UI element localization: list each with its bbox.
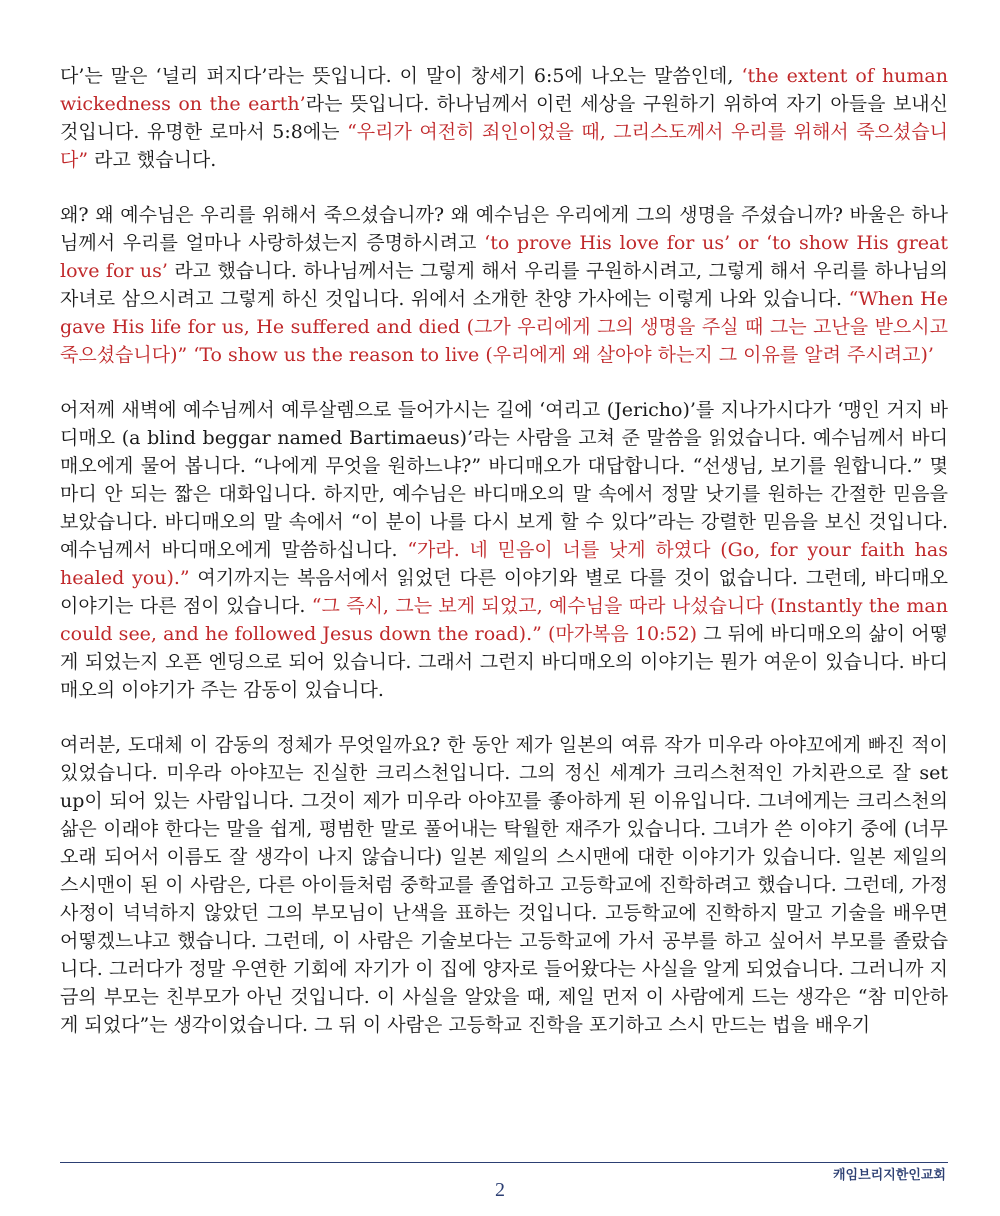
red-quote-segment: ‘the extent of human wickedness on the earth’ xyxy=(60,65,948,115)
footer-church-name: 캐임브리지한인교회 xyxy=(832,1168,946,1183)
paragraph-2 xyxy=(60,201,948,369)
page-number: 2 xyxy=(495,1179,505,1201)
red-quote-segment: “우리가 여전히 죄인이었을 때, 그리스도께서 우리를 위해서 죽으셨습니다” xyxy=(60,121,948,171)
text-segment: 그 뒤에 바디매오의 삶이 어떻게 되었는지 오픈 엔딩으로 되어 있습니다. 그래서 그런지 바디매오의 이야기는 뭔가 여운이 있습니다. 바디매오의 이야기가 주는 감동이 있습니다. xyxy=(60,623,948,701)
text-segment: 왜? 왜 예수님은 우리를 위해서 죽으셨습니까? 왜 예수님은 우리에게 그의 생명을 주셨습니까? 바울은 하나님께서 우리를 얼마나 사랑하셨는지 증명하시려고 xyxy=(60,204,948,254)
footer-divider xyxy=(60,1162,948,1163)
document-body xyxy=(60,62,948,1066)
red-quote-segment: ‘to prove His love for us’ or ‘to show His great love for us’ xyxy=(60,232,948,282)
text-segment: 여기까지는 복음서에서 읽었던 다른 이야기와 별로 다를 것이 없습니다. 그런데, 바디매오 이야기는 다른 점이 있습니다. xyxy=(60,567,948,617)
text-segment: 어저께 새벽에 예수님께서 예루살렘으로 들어가시는 길에 ‘여리고 (Jericho)’를 지나가시다가 ‘맹인 거지 바디매오 (a blind beggar named Bartimaeus)’라는 사람을 고쳐 준 말씀을 읽었습니다. 예수님께서 바디매오에게 물어 봅니다. “나에게 무엇을 원하느냐?” 바디매오가 대답합니다. “선생님, 보기를 원합니다.” 몇 마디 안 되는 짧은 대화입니다. 하지만, 예수님은 바디매오의 말 속에서 정말 낫기를 원하는 간절한 믿음을 보았습니다. 바디매오의 말 속에서 “이 분이 나를 다시 보게 할 수 있다”라는 강렬한 믿음을 보신 것입니다. 예수님께서 바디매오에게 말씀하십니다. xyxy=(60,399,948,561)
text-segment: 여러분, 도대체 이 감동의 정체가 무엇일까요? 한 동안 제가 일본의 여류 작가 미우라 아야꼬에게 빠진 적이 있었습니다. 미우라 아야꼬는 진실한 크리스천입니다. 그의 정신 세계가 크리스천적인 가치관으로 잘 set up이 되어 있는 사람입니다. 그것이 제가 미우라 아야꼬를 좋아하게 된 이유입니다. 그녀에게는 크리스천의 삶은 이래야 한다는 말을 쉽게, 평범한 말로 풀어내는 탁월한 재주가 있습니다. 그녀가 쓴 이야기 중에 (너무 오래 되어서 이름도 잘 생각이 나지 않습니다) 일본 제일의 스시맨에 대한 이야기가 있습니다. 일본 제일의 스시맨이 된 이 사람은, 다른 아이들처럼 중학교를 졸업하고 고등학교에 진학하려고 했습니다. 그런데, 가정 사정이 넉넉하지 않았던 그의 부모님이 난색을 표하는 것입니다. 고등학교에 진학하지 말고 기술을 배우면 어떻겠느냐고 했습니다. 그런데, 이 사람은 기술보다는 고등학교에 가서 공부를 하고 싶어서 부모를 졸랐습니다. 그러다가 정말 우연한 기회에 자기가 이 집에 양자로 들어왔다는 사실을 알게 되었습니다. 그러니까 지금의 부모는 친부모가 아닌 것입니다. 이 사실을 알았을 때, 제일 먼저 이 사람에게 드는 생각은 “참 미안하게 되었다”는 생각이었습니다. 그 뒤 이 사람은 고등학교 진학을 포기하고 스시 만드는 법을 배우기 xyxy=(60,734,948,1036)
text-segment: 다’는 말은 ‘널리 퍼지다’라는 뜻입니다. 이 말이 창세기 6:5에 나오는 말씀인데, xyxy=(60,65,742,87)
text-segment: 라고 했습니다. xyxy=(88,149,217,171)
red-quote-segment: “그 즉시, 그는 보게 되었고, 예수님을 따라 나섰습니다 (Instantly the man could see, and he followed Jesus down the road).” (마가복음 10:52) xyxy=(60,595,948,645)
text-segment: 라고 했습니다. 하나님께서는 그렇게 해서 우리를 구원하시려고, 그렇게 해서 우리를 하나님의 자녀로 삼으시려고 그렇게 하신 것입니다. 위에서 소개한 찬양 가사에는 이렇게 나와 있습니다. xyxy=(60,260,948,310)
paragraph-1 xyxy=(60,62,948,174)
red-quote-segment: “가라. 네 믿음이 너를 낫게 하였다 (Go, for your faith has healed you).” xyxy=(60,539,948,589)
paragraph-4 xyxy=(60,731,948,1039)
text-segment: 라는 뜻입니다. 하나님께서 이런 세상을 구원하기 위하여 자기 아들을 보내신 것입니다. 유명한 로마서 5:8에는 xyxy=(60,93,949,143)
red-quote-segment: “When He gave His life for us, He suffered and died (그가 우리에게 그의 생명을 주실 때 그는 고난을 받으시고 죽으셨습니다)” ‘To show us the reason to live (우리에게 왜 살아야 하는지 그 이유를 알려 주시려고)’ xyxy=(60,288,948,366)
paragraph-3 xyxy=(60,396,948,704)
